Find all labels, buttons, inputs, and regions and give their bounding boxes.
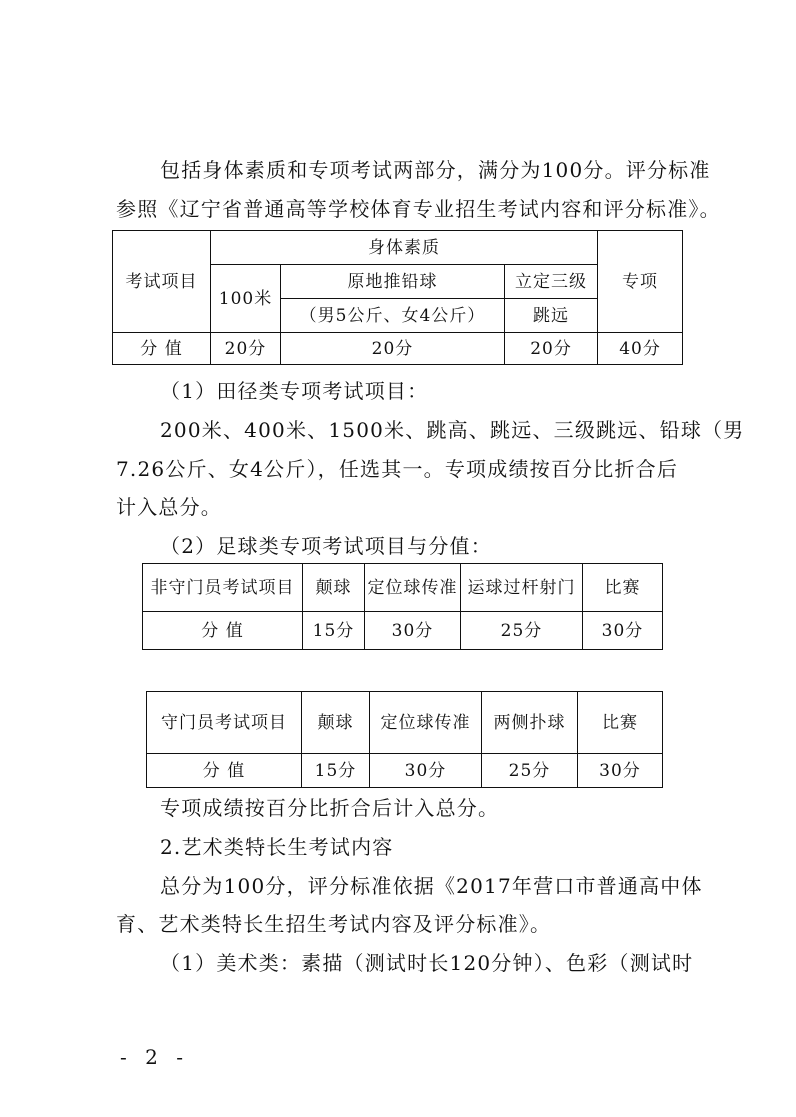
paragraph-line: （2）足球类专项考试项目与分值： [160,534,492,558]
score-cell: 20分 [211,333,281,365]
score-label: 分 值 [147,754,302,788]
score-cell: 25分 [482,754,578,788]
col-100m: 100米 [211,265,281,333]
score-cell: 30分 [365,612,461,650]
physical-quality-header: 身体素质 [211,231,598,265]
paragraph-line: 计入总分。 [116,495,222,519]
score-cell: 40分 [598,333,683,365]
score-cell: 30分 [370,754,482,788]
score-cell: 20分 [505,333,598,365]
paragraph-line: 200米、400米、1500米、跳高、跳远、三级跳远、铅球（男 [160,418,745,442]
col-triple-jump: 立定三级 [505,265,598,299]
paragraph-line: 总分为100分，评分标准依据《2017年营口市普通高中体 [160,874,703,898]
col-shotput-note: （男5公斤、女4公斤） [281,299,505,333]
non-goalkeeper-table [142,563,663,650]
exam-item-header: 考试项目 [113,231,211,333]
header-cell: 非守门员考试项目 [143,564,303,612]
paragraph-line: （1）美术类：素描（测试时长120分钟）、色彩（测试时 [160,951,694,975]
score-cell: 15分 [303,612,365,650]
score-cell: 30分 [583,612,663,650]
header-cell: 颠球 [303,564,365,612]
header-cell: 守门员考试项目 [147,692,302,754]
score-cell: 25分 [461,612,583,650]
col-triple-jump-2: 跳远 [505,299,598,333]
header-cell: 比赛 [583,564,663,612]
section-heading: 2.艺术类特长生考试内容 [160,835,394,859]
score-cell: 15分 [302,754,370,788]
header-cell: 两侧扑球 [482,692,578,754]
header-cell: 运球过杆射门 [461,564,583,612]
header-cell: 定位球传准 [365,564,461,612]
paragraph-line: 参照《辽宁省普通高等学校体育专业招生考试内容和评分标准》。 [116,197,721,221]
paragraph-line: （1）田径类专项考试项目： [160,379,429,403]
col-shotput: 原地推铅球 [281,265,505,299]
physical-score-table [112,230,683,365]
paragraph-line: 育、艺术类特长生招生考试内容及评分标准》。 [116,912,552,936]
paragraph-line: 专项成绩按百分比折合后计入总分。 [160,796,500,820]
paragraph-line: 7.26公斤、女4公斤），任选其一。专项成绩按百分比折合后 [116,457,679,481]
score-label: 分 值 [113,333,211,365]
page-number: - 2 - [120,1045,189,1069]
special-header: 专项 [598,231,683,333]
paragraph-line: 包括身体素质和专项考试两部分，满分为100分。评分标准 [160,158,711,182]
header-cell: 定位球传准 [370,692,482,754]
score-cell: 30分 [578,754,663,788]
score-cell: 20分 [281,333,505,365]
goalkeeper-table [146,691,663,788]
score-label: 分 值 [143,612,303,650]
header-cell: 颠球 [302,692,370,754]
header-cell: 比赛 [578,692,663,754]
